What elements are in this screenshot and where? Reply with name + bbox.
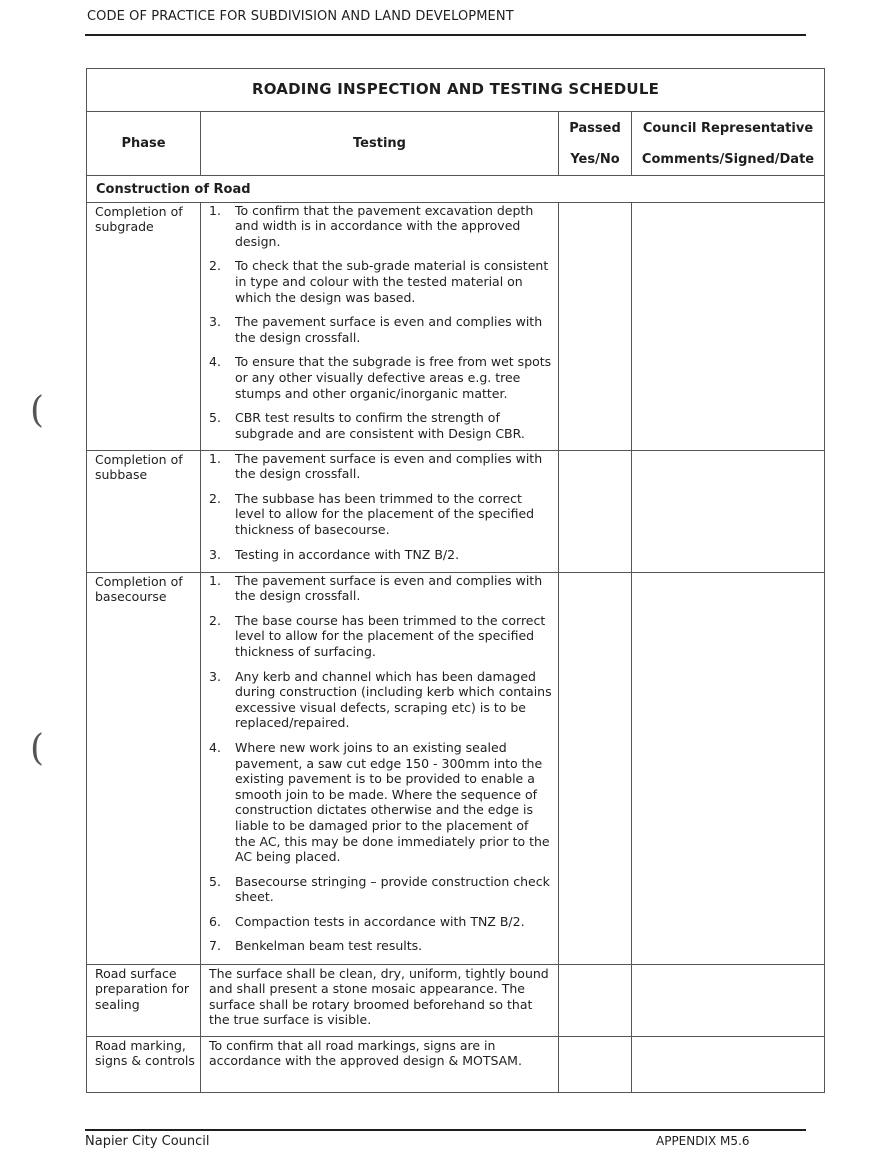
comments-cell[interactable]	[632, 202, 825, 450]
passed-cell[interactable]	[559, 202, 632, 450]
table-row	[87, 572, 825, 964]
table-title: ROADING INSPECTION AND TESTING SCHEDULE	[87, 69, 825, 112]
list-item: 1. To confirm that the pavement excavation depth and width is in accordance with the approved design.	[209, 202, 534, 249]
comments-cell[interactable]	[632, 964, 825, 1036]
list-item: 2. The base course has been trimmed to the correct level to allow for the placement of the specified thickness of surfacing.	[209, 612, 546, 659]
list-item: 2. To check that the sub-grade material is consistent in type and colour with the tested material on which the design was based.	[209, 258, 549, 305]
list-item: 4. To ensure that the subgrade is free from wet spots or any other visually defective areas e.g. tree stumps and other organic/inorganic matter.	[209, 354, 552, 401]
phase-cell: Completion of subgrade	[87, 202, 201, 450]
column-header-row-top	[87, 112, 825, 144]
col-header-phase: Phase	[87, 112, 201, 176]
table-title-row	[87, 69, 825, 112]
passed-cell[interactable]	[559, 964, 632, 1036]
testing-cell	[201, 450, 559, 572]
list-item: 3. The pavement surface is even and complies with the design crossfall.	[209, 314, 543, 345]
table-row	[87, 202, 825, 450]
testing-cell: The surface shall be clean, dry, uniform, tightly bound and shall present a stone mosaic appearance. The surface shall be rotary broomed beforehand so that the true surface is visible.	[201, 964, 559, 1036]
table-row	[87, 1036, 825, 1092]
running-header: CODE OF PRACTICE FOR SUBDIVISION AND LAND DEVELOPMENT	[87, 9, 514, 24]
section-title: Construction of Road	[87, 176, 825, 203]
list-item: 3. Testing in accordance with TNZ B/2.	[209, 546, 460, 562]
list-item: 2. The subbase has been trimmed to the correct level to allow for the placement of the specified thickness of basecourse.	[209, 490, 535, 537]
footer-appendix: APPENDIX M5.6	[656, 1134, 750, 1148]
margin-mark-2: (	[30, 728, 45, 769]
phase-cell: Road surface preparation for sealing	[87, 964, 201, 1036]
list-item: 6. Compaction tests in accordance with TNZ B/2.	[209, 913, 525, 929]
table-row	[87, 964, 825, 1036]
table-row	[87, 450, 825, 572]
phase-cell: Completion of subbase	[87, 450, 201, 572]
list-item: 7. Benkelman beam test results.	[209, 938, 423, 954]
col-header-passed: Passed	[559, 112, 632, 144]
list-item: 1. The pavement surface is even and complies with the design crossfall.	[209, 572, 543, 604]
section-row	[87, 176, 825, 203]
list-item: 5. Basecourse stringing – provide construction check sheet.	[209, 873, 550, 905]
col-header-comments: Comments/Signed/Date	[632, 144, 825, 176]
col-header-council: Council Representative	[632, 112, 825, 144]
list-item: 3. Any kerb and channel which has been damaged during construction (including kerb which contains excessive visual defects, scraping etc) is to be replaced/repaired.	[209, 668, 552, 731]
footer-organisation: Napier City Council	[85, 1134, 210, 1149]
comments-cell[interactable]	[632, 1036, 825, 1092]
testing-cell: To confirm that all road markings, signs are in accordance with the approved design & MOTSAM.	[201, 1036, 559, 1092]
testing-cell	[201, 572, 559, 964]
footer-rule	[85, 1129, 806, 1131]
header-rule	[85, 34, 806, 36]
list-item: 1. The pavement surface is even and complies with the design crossfall.	[209, 450, 543, 482]
comments-cell[interactable]	[632, 450, 825, 572]
margin-mark-1: (	[30, 390, 45, 431]
col-header-yes-no: Yes/No	[559, 144, 632, 176]
passed-cell[interactable]	[559, 450, 632, 572]
phase-cell: Road marking, signs & controls	[87, 1036, 201, 1092]
list-item: 4. Where new work joins to an existing sealed pavement, a saw cut edge 150 - 300mm into the existing pavement is to be provided to enable a smooth join to be made. Where the sequence of construction dictates otherwise and the edge is liable to be damaged prior to the placement of the AC, this may be done immediately prior to the AC being placed.	[209, 739, 550, 865]
comments-cell[interactable]	[632, 572, 825, 964]
inspection-schedule-table	[86, 68, 825, 1093]
phase-cell: Completion of basecourse	[87, 572, 201, 964]
passed-cell[interactable]	[559, 572, 632, 964]
testing-cell	[201, 202, 559, 450]
col-header-testing: Testing	[201, 112, 559, 176]
passed-cell[interactable]	[559, 1036, 632, 1092]
list-item: 5. CBR test results to confirm the strength of subgrade and are consistent with Design CBR.	[209, 410, 525, 441]
